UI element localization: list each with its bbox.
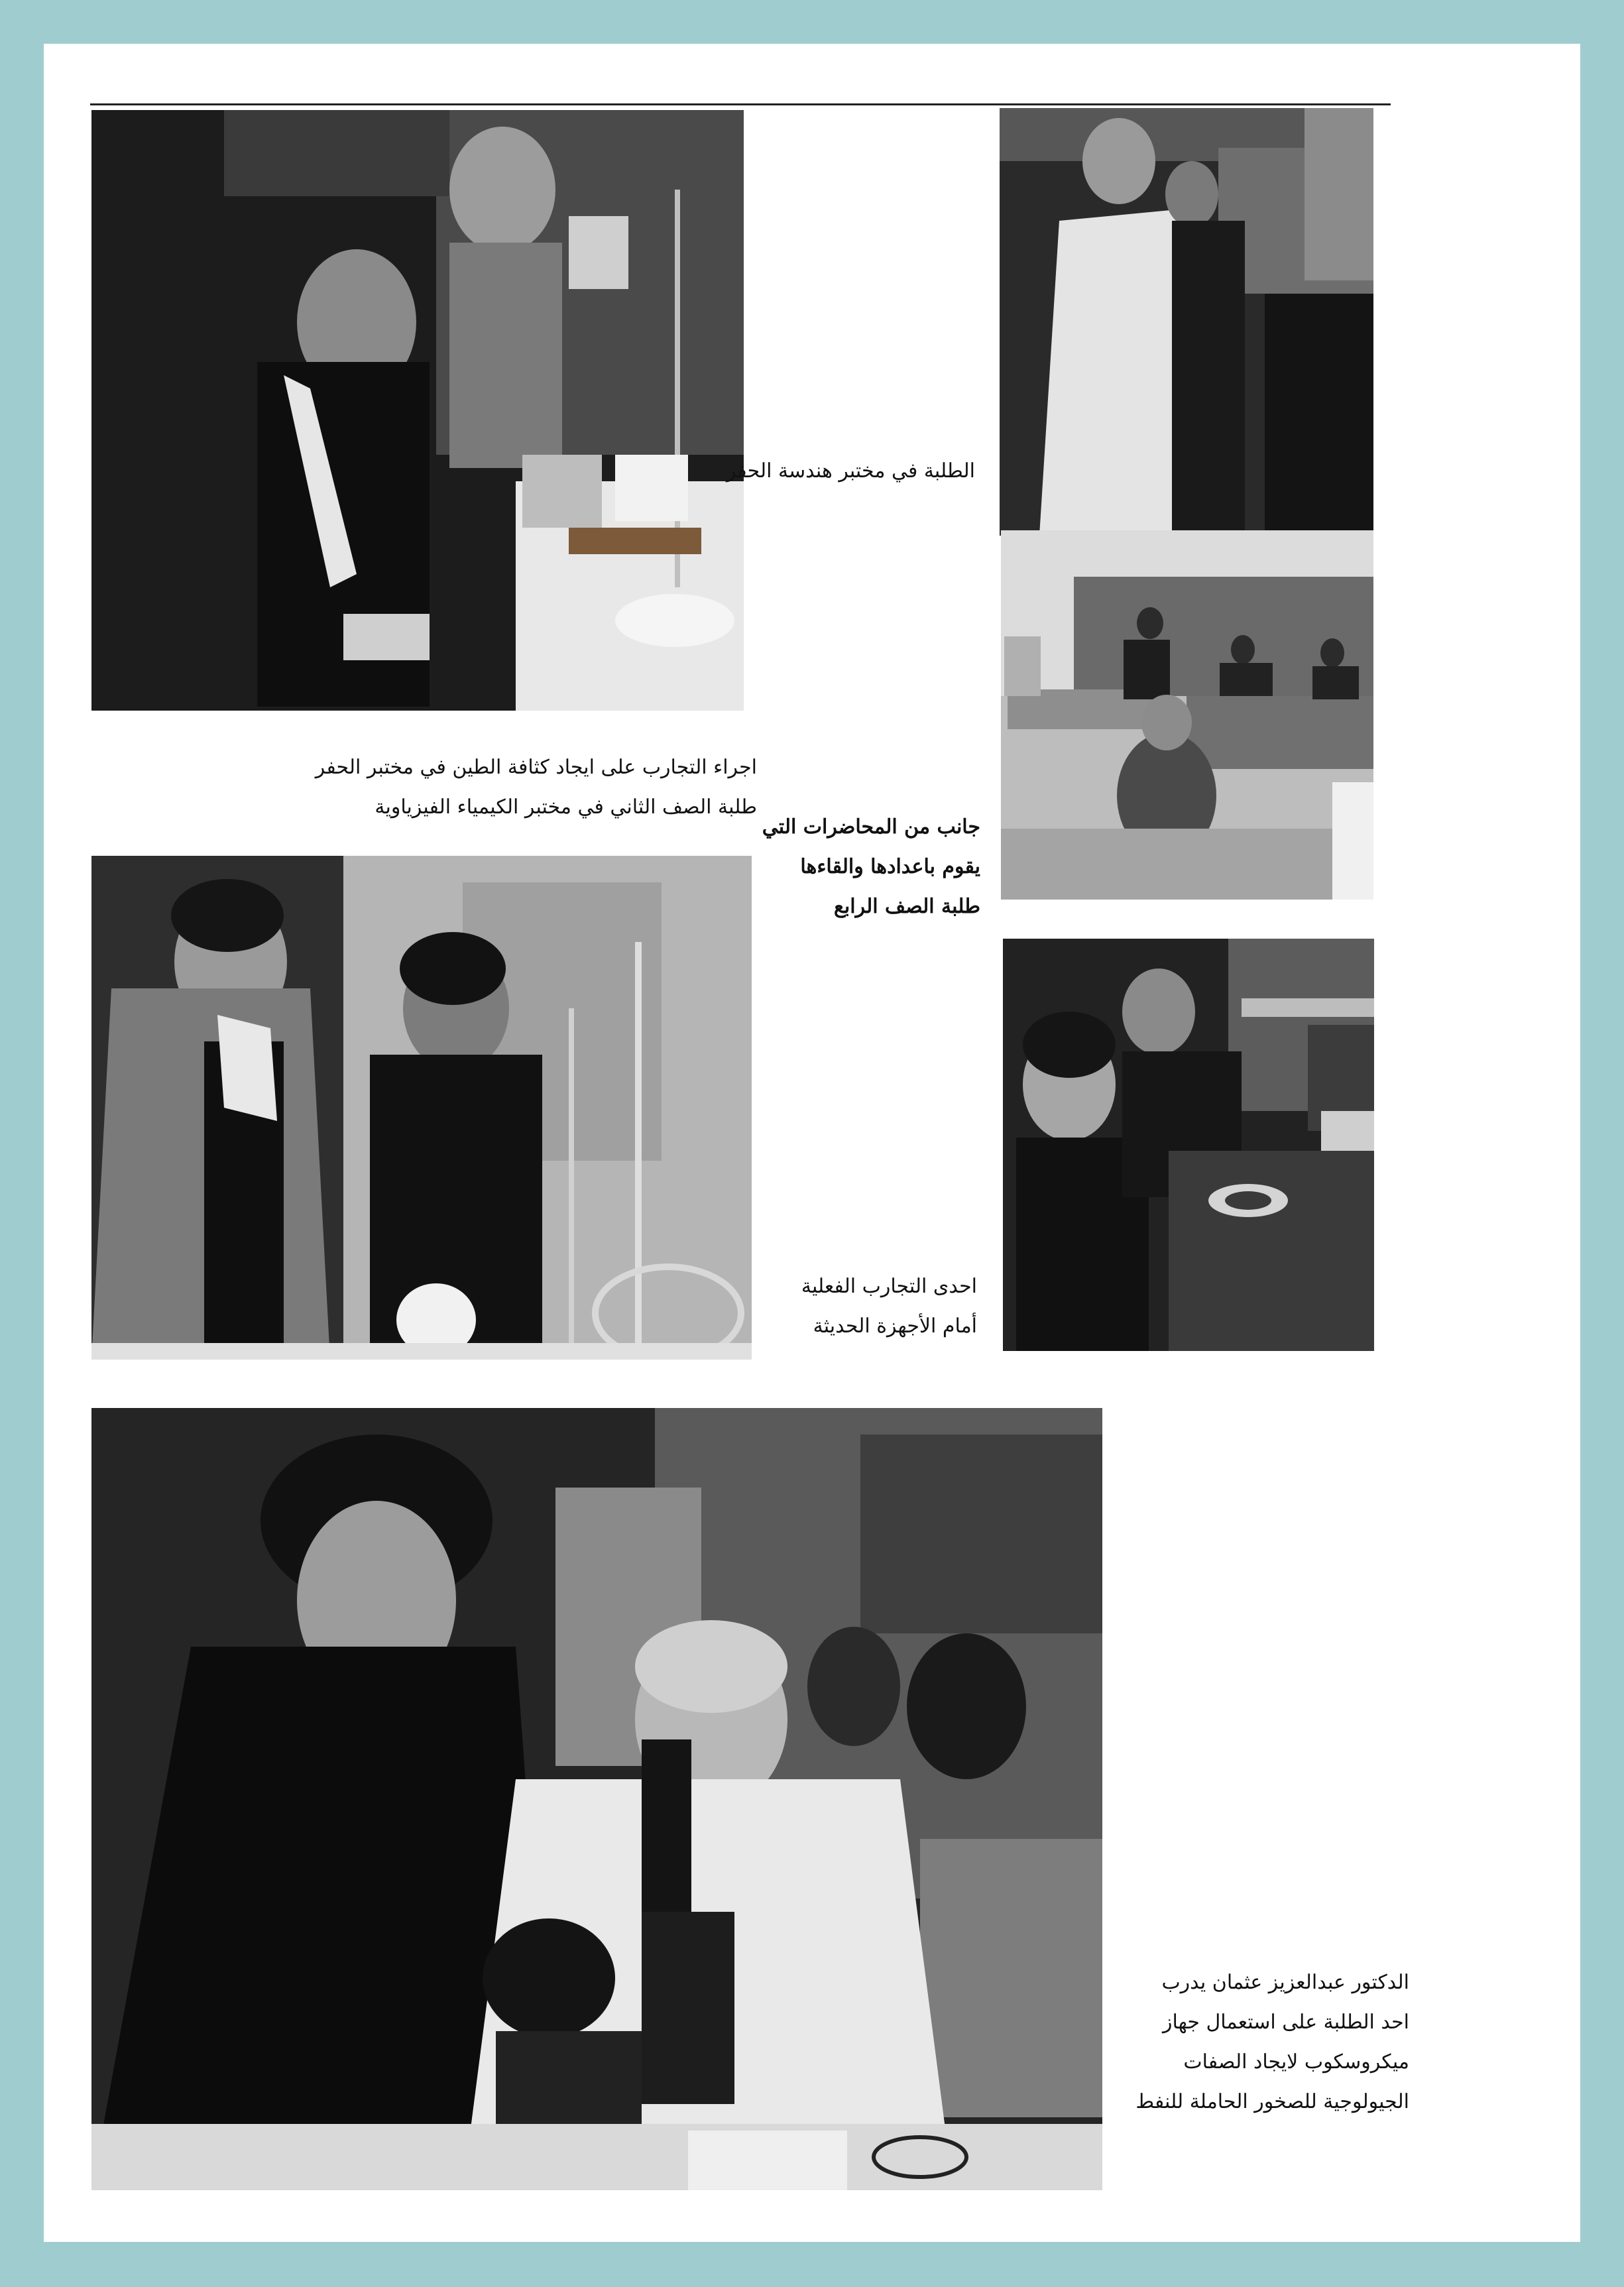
caption-line: طلبة الصف الرابع <box>833 895 980 918</box>
photo-physical-chemistry-lab <box>91 856 752 1360</box>
document-page <box>44 44 1580 2242</box>
caption-line: جانب من المحاضرات التي <box>762 815 980 839</box>
caption-mud-density-experiment <box>316 748 757 827</box>
caption-line: أمام الأجهزة الحديثة <box>813 1315 977 1338</box>
caption-line: احد الطلبة على استعمال جهاز <box>1162 2011 1409 2034</box>
caption-drilling-engineering-lab <box>726 451 975 491</box>
caption-line: الدكتور عبدالعزيز عثمان يدرب <box>1161 1971 1409 1994</box>
caption-line: الطلبة في مختبر هندسة الحفر <box>726 459 975 483</box>
caption-fourth-year-lectures <box>762 807 980 927</box>
caption-line: الجيولوجية للصخور الحاملة للنفط <box>1135 2090 1409 2113</box>
photo-drilling-lab-experiment <box>91 110 744 711</box>
caption-line: اجراء التجارب على ايجاد كثافة الطين في مختبر الحفر <box>315 756 757 779</box>
caption-line: يقوم باعدادها والقاءها <box>800 855 980 878</box>
photo-students-drilling-lab <box>1000 108 1373 536</box>
photo-microscope-training <box>91 1408 1102 2190</box>
caption-modern-equipment <box>801 1267 977 1346</box>
caption-line: طلبة الصف الثاني في مختبر الكيمياء الفيزياوية <box>375 795 757 819</box>
caption-microscope-training <box>1135 1963 1409 2122</box>
top-rule <box>90 103 1391 105</box>
photo-modern-equipment-experiment <box>1003 939 1374 1351</box>
caption-line: احدى التجارب الفعلية <box>801 1275 977 1298</box>
photo-lecture-room <box>1001 530 1373 900</box>
caption-line: ميكروسكوب لايجاد الصفات <box>1183 2050 1409 2074</box>
